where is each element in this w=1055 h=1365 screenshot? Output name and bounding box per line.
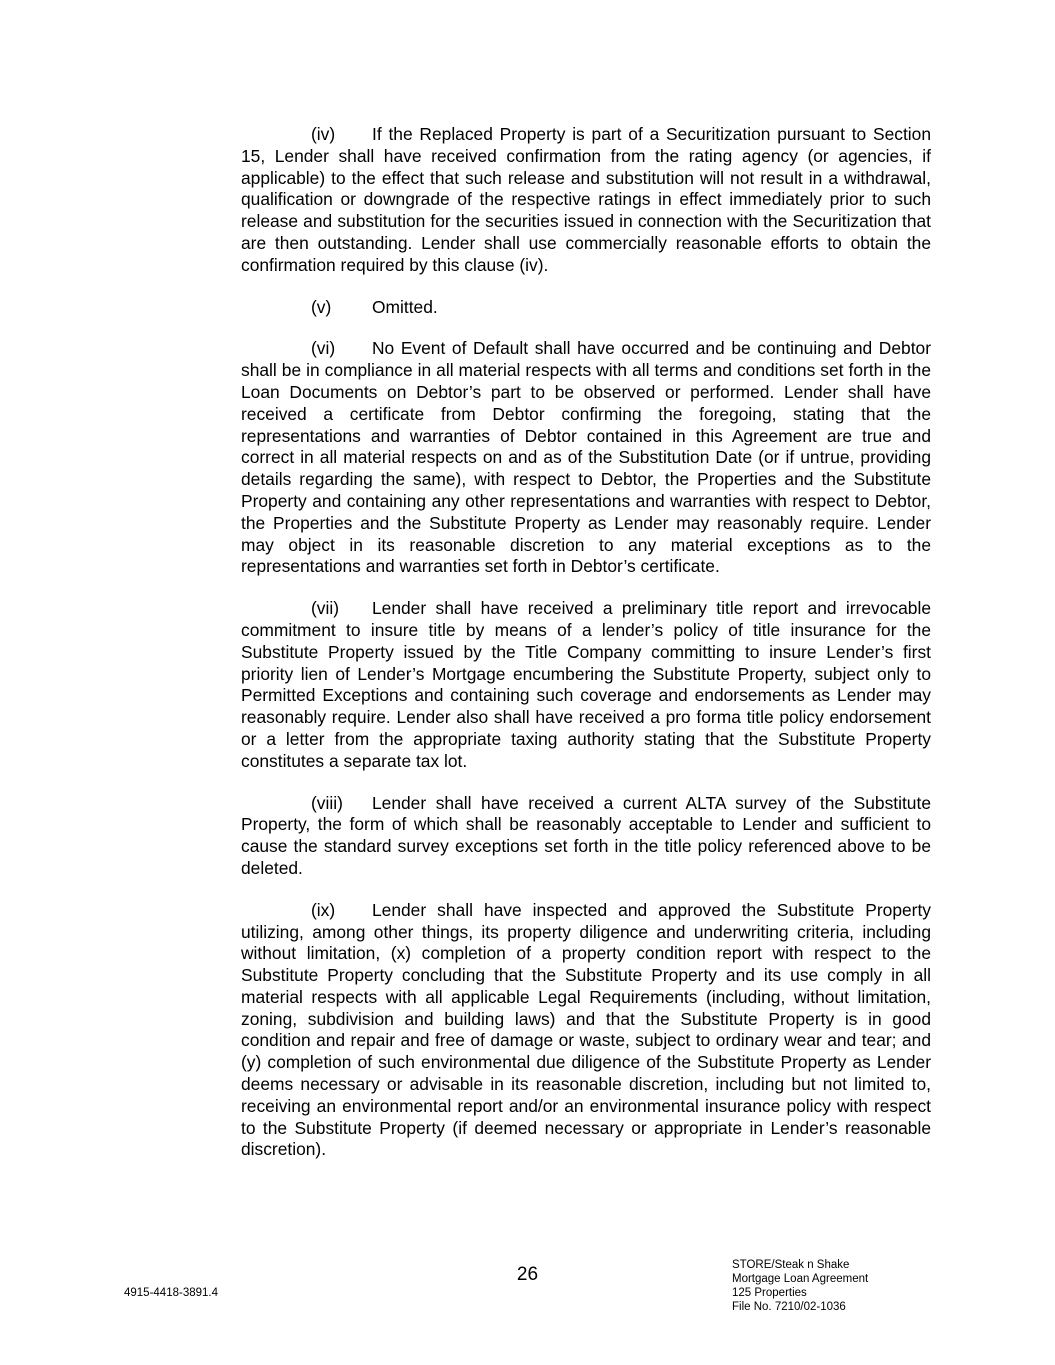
- document-id: 4915-4418-3891.4: [124, 1287, 218, 1299]
- page-number: 26: [516, 1264, 539, 1285]
- paragraph-vi: [241, 338, 931, 578]
- paragraph-v: [241, 297, 931, 319]
- paragraph-iv: [241, 124, 931, 277]
- footer-info: [732, 1258, 868, 1314]
- clause-text: If the Replaced Property is part of a Securitization pursuant to Section 15, Lender shall have received confirmation from the rating agency (or agencies, if applicable) to the effect that such release and substitution will not result in a withdrawal, qualification or downgrade of the respective ratings in effect immediately prior to such release and substitution for the securities issued in connection with the Securitization that are then outstanding. Lender shall use commercially reasonable efforts to obtain the confirmation required by this clause (iv).: [241, 124, 931, 275]
- footer-info-line: File No. 7210/02-1036: [732, 1301, 846, 1313]
- clause-number: (ix): [311, 899, 336, 920]
- document-body: [241, 124, 931, 1181]
- paragraph-ix: [241, 900, 931, 1162]
- footer-info-line: STORE/Steak n Shake: [732, 1259, 850, 1271]
- clause-number: (vii): [311, 598, 340, 619]
- clause-number: (vi): [311, 338, 336, 359]
- clause-number: (v): [311, 296, 332, 317]
- clause-number: (viii): [311, 792, 343, 813]
- paragraph-viii: [241, 793, 931, 880]
- footer-info-line: 125 Properties: [732, 1287, 807, 1299]
- clause-text: No Event of Default shall have occurred and be continuing and Debtor shall be in compliance in all material respects with all terms and conditions set forth in the Loan Documents on Debtor’s part to be observed or performed. Lender shall have received a certificate from Debtor confirming the foregoing, stating that the representations and warranties of Debtor contained in this Agreement are true and correct in all material respects on and as of the Substitution Date (or if untrue, providing details regarding the same), with respect to Debtor, the Properties and the Substitute Property and containing any other representations and warranties with respect to Debtor, the Properties and the Substitute Property as Lender may reasonably require. Lender may object in its reasonable discretion to any material exceptions as to the representations and warranties set forth in Debtor’s certificate.: [241, 338, 931, 577]
- clause-number: (iv): [311, 124, 336, 144]
- footer-info-line: Mortgage Loan Agreement: [732, 1273, 869, 1285]
- clause-text: Lender shall have received a preliminary title report and irrevocable commitment to insure title by means of a lender’s policy of title insurance for the Substitute Property issued by the Title Company committing to insure Lender’s first priority lien of Lender’s Mortgage encumbering the Substitute Property, subject only to Permitted Exceptions and containing such coverage and endorsements as Lender may reasonably require. Lender also shall have received a pro forma title policy endorsement or a letter from the appropriate taxing authority stating that the Substitute Property constitutes a separate tax lot.: [241, 598, 931, 771]
- clause-text: Omitted.: [372, 296, 438, 317]
- clause-text: Lender shall have received a current ALTA survey of the Substitute Property, the form of which shall be reasonably acceptable to Lender and sufficient to cause the standard survey exceptions set forth in the title policy referenced above to be deleted.: [241, 792, 931, 878]
- clause-text: Lender shall have inspected and approved the Substitute Property utilizing, among other things, its property diligence and underwriting criteria, including without limitation, (x) completion of a property condition report with respect to the Substitute Property concluding that the Substitute Property and its use comply in all material respects with all applicable Legal Requirements (including, without limitation, zoning, subdivision and building laws) and that the Substitute Property is in good condition and repair and free of damage or waste, subject to ordinary wear and tear; and (y) completion of such environmental due diligence of the Substitute Property as Lender deems necessary or advisable in its reasonable discretion, including but not limited to, receiving an environmental report and/or an environmental insurance policy with respect to the Substitute Property (if deemed necessary or appropriate in Lender’s reasonable discretion).: [241, 899, 931, 1160]
- paragraph-vii: [241, 598, 931, 772]
